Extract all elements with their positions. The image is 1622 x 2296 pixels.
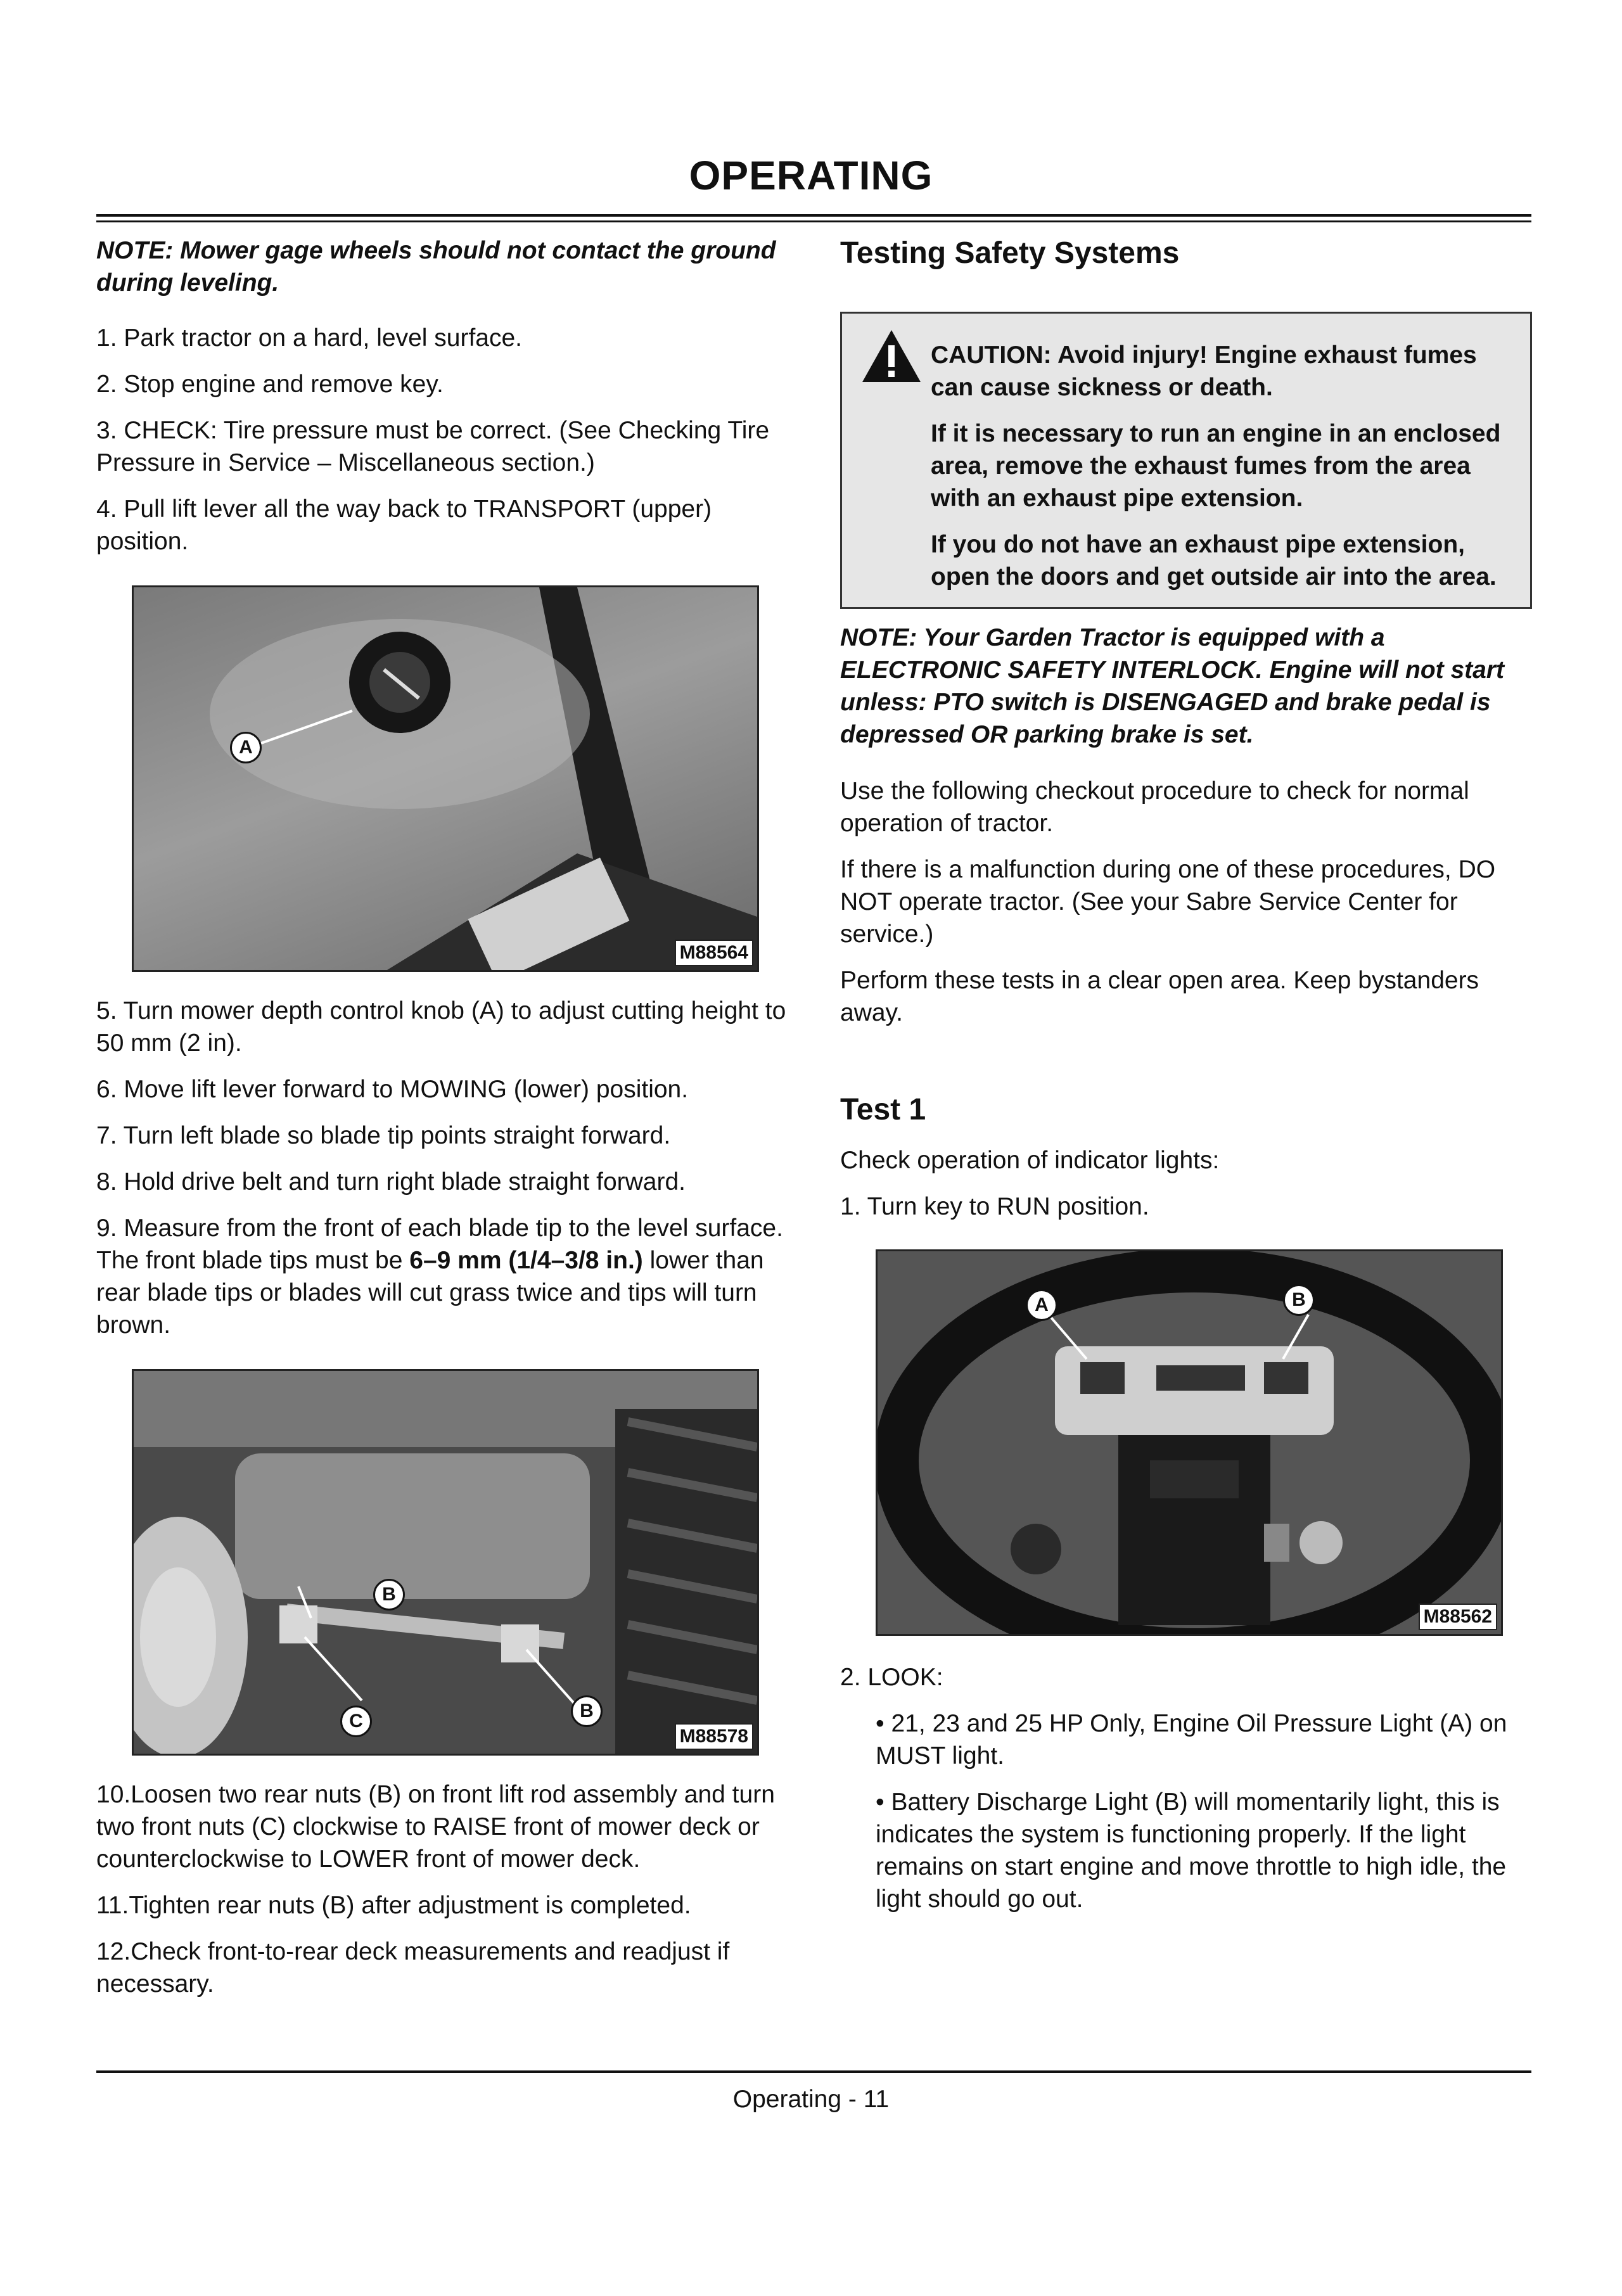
step-4: 4. Pull lift lever all the way back to TRANSPORT (upper) position. [96,495,712,555]
blade-tip-spec: 6–9 mm (1/4–3/8 in.) [409,1247,643,1274]
callout-a: A [230,732,262,763]
step-6: 6. Move lift lever forward to MOWING (lower) position. [96,1076,689,1103]
callout-a: A [1026,1289,1057,1321]
oil-pressure-bullet: • 21, 23 and 25 HP Only, Engine Oil Pressure Light (A) on MUST light. [876,1710,1507,1770]
figure-code: M88564 [675,940,753,966]
caution-headline: CAUTION: Avoid injury! Engine exhaust fumes can cause sickness or death. [931,341,1477,401]
section-title: Testing Safety Systems [840,236,1180,270]
malfunction-para: If there is a malfunction during one of these procedures, DO NOT operate tractor. (See your Sabre Service Center for service.) [840,856,1496,948]
warning-icon [860,328,923,385]
step-9: 9. Measure from the front of each blade tip to the level surface. The front blade tips must be 6–9 mm (1/4–3/8 in.) lower than rear blade tips or blades will cut grass twice and tips will turn brown. [96,1215,783,1339]
callout-b-upper: B [373,1579,405,1610]
test-1-step-2: 2. LOOK: [840,1664,943,1691]
caution-no-extension: If you do not have an exhaust pipe extension, open the doors and get outside air into the area. [931,531,1497,590]
figure-depth-control-knob [132,585,759,972]
page-title: OPERATING [689,153,933,198]
caution-box [840,312,1532,609]
footer-rule [96,2070,1531,2073]
callout-c: C [340,1706,372,1737]
caution-enclosed-area: If it is necessary to run an engine in an enclosed area, remove the exhaust fumes from the area with an exhaust pipe extension. [931,420,1501,512]
test-1-title: Test 1 [840,1093,926,1126]
lift-rod-photo-illustration [134,1371,757,1754]
step-3: 3. CHECK: Tire pressure must be correct. (See Checking Tire Pressure in Service – Miscellaneous section.) [96,417,770,476]
checkout-intro: Use the following checkout procedure to check for normal operation of tractor. [840,777,1469,837]
figure-lift-rod-nuts [132,1369,759,1756]
step-7: 7. Turn left blade so blade tip points straight forward. [96,1122,671,1149]
left-column [96,234,787,2000]
step-5: 5. Turn mower depth control knob (A) to adjust cutting height to 50 mm (2 in). [96,997,786,1057]
leveling-note: NOTE: Mower gage wheels should not contact the ground during leveling. [96,237,776,297]
step-2: 2. Stop engine and remove key. [96,371,444,398]
callout-b-lower: B [571,1695,603,1727]
step-8: 8. Hold drive belt and turn right blade straight forward. [96,1168,686,1196]
header-rule [96,214,1531,217]
dashboard-photo-illustration [878,1251,1501,1634]
header-rule-secondary [96,220,1531,222]
test-1-intro: Check operation of indicator lights: [840,1147,1220,1174]
step-12: 12.Check front-to-rear deck measurements and readjust if necessary. [96,1938,730,1998]
step-11: 11.Tighten rear nuts (B) after adjustment is completed. [96,1892,691,1919]
battery-discharge-bullet: • Battery Discharge Light (B) will momentarily light, this is indicates the system is functioning properly. If the light remains on start engine and move throttle to high idle, the light should go out. [876,1789,1507,1913]
step-1: 1. Park tractor on a hard, level surface. [96,324,522,352]
callout-b: B [1283,1284,1315,1316]
figure-code: M88562 [1419,1604,1497,1630]
interlock-note: NOTE: Your Garden Tractor is equipped with a ELECTRONIC SAFETY INTERLOCK. Engine will not start unless: PTO switch is DISENGAGED and brake pedal is depressed OR parking brake is set. [840,624,1504,748]
figure-steering-indicators [876,1249,1503,1636]
test-1-step-1: 1. Turn key to RUN position. [840,1193,1149,1220]
right-column [840,234,1532,1915]
figure-code: M88578 [675,1723,753,1750]
step-10: 10.Loosen two rear nuts (B) on front lift rod assembly and turn two front nuts (C) clockwise to RAISE front of mower deck or counterclockwise to LOWER front of mower deck. [96,1781,775,1873]
clear-area-para: Perform these tests in a clear open area. Keep bystanders away. [840,967,1479,1026]
knob-photo-illustration [134,587,757,970]
page-number: Operating - 11 [732,2086,890,2113]
